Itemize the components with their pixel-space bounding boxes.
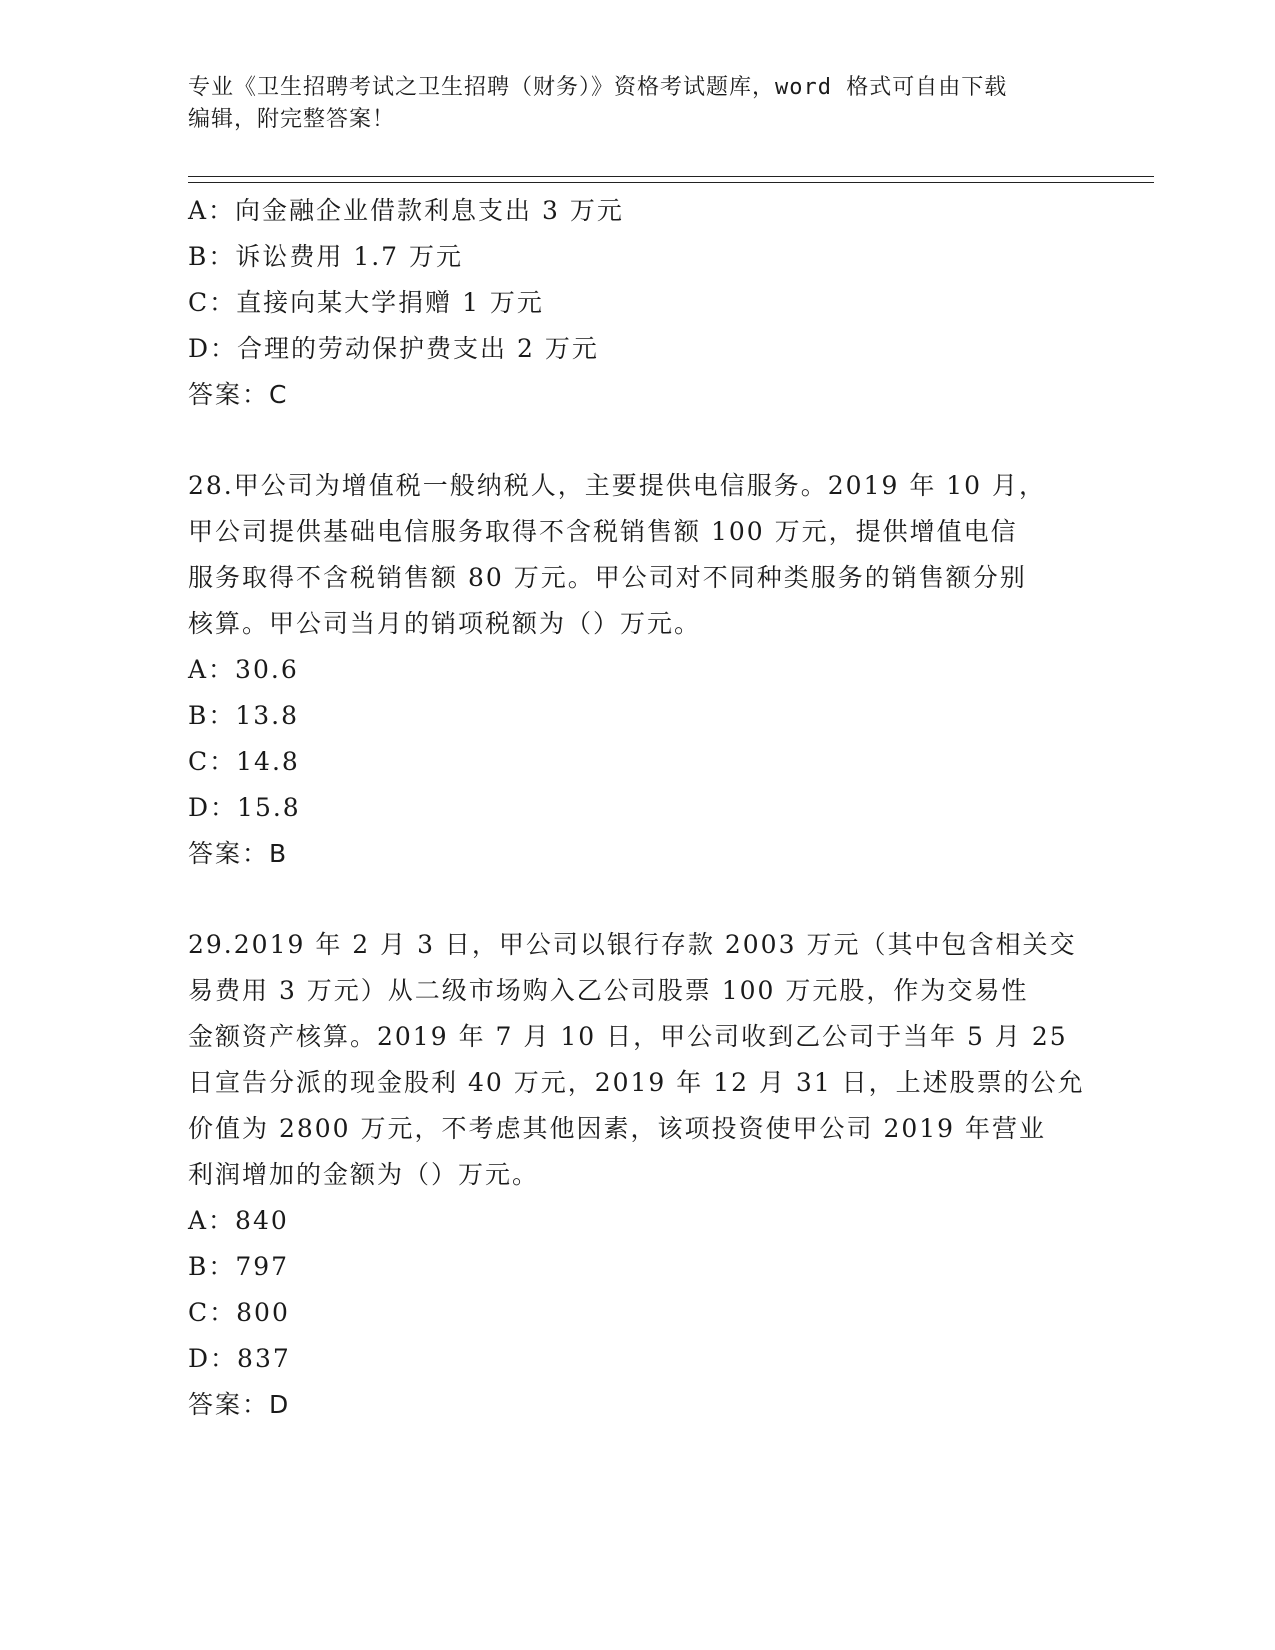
- option-b: B：诉讼费用 1.7 万元: [188, 242, 464, 271]
- question-block-29: [188, 922, 1088, 1428]
- document-header: [188, 72, 1088, 136]
- header-line-1: 专业《卫生招聘考试之卫生招聘（财务）》资格考试题库，word 格式可自由下载: [188, 75, 1008, 100]
- question-line: 日宣告分派的现金股利 40 万元，2019 年 12 月 31 日，上述股票的公允: [188, 1068, 1085, 1097]
- question-line: 价值为 2800 万元，不考虑其他因素，该项投资使甲公司 2019 年营业: [188, 1114, 1047, 1143]
- option-a: A：840: [188, 1206, 289, 1235]
- question-line: 金额资产核算。2019 年 7 月 10 日，甲公司收到乙公司于当年 5 月 25: [188, 1022, 1068, 1051]
- option-b: B：797: [188, 1252, 290, 1281]
- question-line: 29.2019 年 2 月 3 日，甲公司以银行存款 2003 万元（其中包含相关交: [188, 930, 1077, 959]
- answer-line: 答案：B: [188, 839, 289, 868]
- question-line: 28.甲公司为增值税一般纳税人，主要提供电信服务。2019 年 10 月，: [188, 471, 1047, 500]
- option-a: A：30.6: [188, 655, 299, 684]
- option-b: B：13.8: [188, 701, 300, 730]
- question-line: 利润增加的金额为（）万元。: [188, 1160, 540, 1189]
- question-content: [188, 188, 1088, 1428]
- option-d: D：837: [188, 1344, 291, 1373]
- option-d: D：15.8: [188, 793, 301, 822]
- option-a: A：向金融企业借款利息支出 3 万元: [188, 196, 624, 225]
- question-text: [188, 922, 1088, 1198]
- question-line: 易费用 3 万元）从二级市场购入乙公司股票 100 万元股，作为交易性: [188, 976, 1029, 1005]
- question-block-27: [188, 188, 1088, 418]
- header-divider-top: [188, 176, 1154, 177]
- question-text: [188, 463, 1088, 647]
- option-c: C：14.8: [188, 747, 300, 776]
- answer-line: 答案：D: [188, 1390, 291, 1419]
- option-d: D：合理的劳动保护费支出 2 万元: [188, 334, 599, 363]
- option-c: C：800: [188, 1298, 290, 1327]
- option-c: C：直接向某大学捐赠 1 万元: [188, 288, 544, 317]
- question-block-28: [188, 463, 1088, 877]
- header-line-2: 编辑，附完整答案！: [188, 107, 396, 132]
- answer-line: 答案：C: [188, 380, 289, 409]
- header-divider-bottom: [188, 182, 1154, 183]
- question-line: 服务取得不含税销售额 80 万元。甲公司对不同种类服务的销售额分别: [188, 563, 1027, 592]
- question-line: 核算。甲公司当月的销项税额为（）万元。: [188, 609, 702, 638]
- question-line: 甲公司提供基础电信服务取得不含税销售额 100 万元，提供增值电信: [188, 517, 1018, 546]
